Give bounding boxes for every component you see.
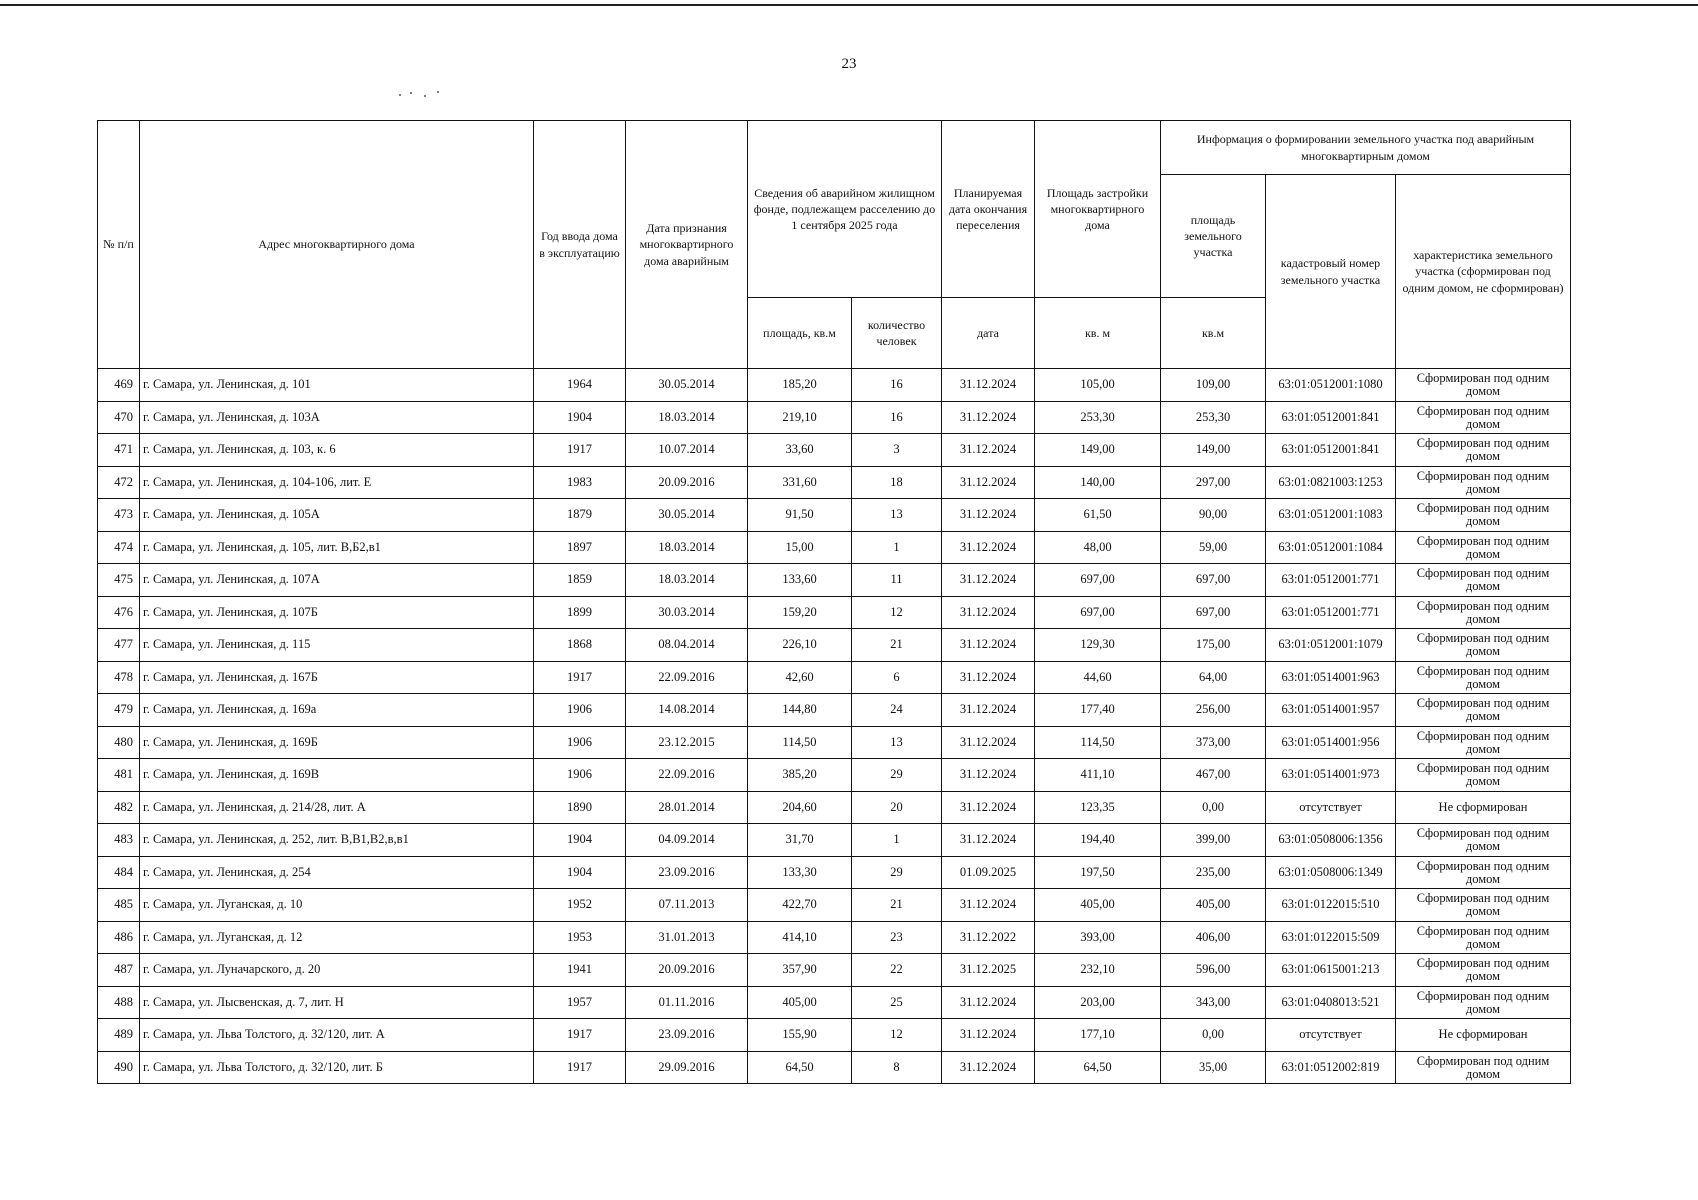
cell-year: 1859 <box>534 564 626 597</box>
cell-people: 6 <box>852 661 942 694</box>
cell-land-area: 399,00 <box>1161 824 1266 857</box>
header-planned-date: Планируемая дата окончания переселения <box>942 121 1035 298</box>
header-built-area: Площадь застройки многоквартирного дома <box>1035 121 1161 298</box>
cell-built-area: 411,10 <box>1035 759 1161 792</box>
cell-cadastral: 63:01:0512001:1084 <box>1266 531 1396 564</box>
cell-area: 155,90 <box>748 1019 852 1052</box>
table-row <box>98 531 1571 564</box>
cell-planned-date: 31.12.2024 <box>942 596 1035 629</box>
cell-area: 159,20 <box>748 596 852 629</box>
cell-built-area: 114,50 <box>1035 726 1161 759</box>
header-land-group: Информация о формировании земельного участка под аварийным многоквартирным домом <box>1161 121 1571 175</box>
table-row <box>98 1019 1571 1052</box>
cell-planned-date: 31.12.2024 <box>942 401 1035 434</box>
cell-area: 31,70 <box>748 824 852 857</box>
cell-area: 33,60 <box>748 434 852 467</box>
cell-address: г. Самара, ул. Ленинская, д. 104-106, лит. Е <box>140 466 534 499</box>
cell-land-area: 64,00 <box>1161 661 1266 694</box>
cell-built-area: 697,00 <box>1035 564 1161 597</box>
cell-land-area: 467,00 <box>1161 759 1266 792</box>
table-row <box>98 661 1571 694</box>
cell-year: 1941 <box>534 954 626 987</box>
cell-built-area: 48,00 <box>1035 531 1161 564</box>
cell-built-area: 194,40 <box>1035 824 1161 857</box>
cell-number: 490 <box>98 1051 140 1084</box>
cell-people: 20 <box>852 791 942 824</box>
cell-recognized-date: 23.09.2016 <box>626 856 748 889</box>
page-number: 23 <box>841 56 857 72</box>
cell-built-area: 177,40 <box>1035 694 1161 727</box>
header-planned-sub: дата <box>942 298 1035 369</box>
cell-land-characteristic: Не сформирован <box>1396 1019 1571 1052</box>
cell-address: г. Самара, ул. Ленинская, д. 167Б <box>140 661 534 694</box>
cell-cadastral: 63:01:0408013:521 <box>1266 986 1396 1019</box>
cell-year: 1906 <box>534 726 626 759</box>
cell-people: 24 <box>852 694 942 727</box>
cell-land-characteristic: Сформирован под одним домом <box>1396 661 1571 694</box>
cell-area: 114,50 <box>748 726 852 759</box>
cell-land-characteristic: Сформирован под одним домом <box>1396 759 1571 792</box>
table-row <box>98 499 1571 532</box>
cell-planned-date: 31.12.2024 <box>942 531 1035 564</box>
table-row <box>98 791 1571 824</box>
cell-year: 1868 <box>534 629 626 662</box>
cell-area: 422,70 <box>748 889 852 922</box>
header-land-area-sub: кв.м <box>1161 298 1266 369</box>
header-address: Адрес многоквартирного дома <box>140 121 534 369</box>
cell-cadastral: 63:01:0512002:819 <box>1266 1051 1396 1084</box>
cell-land-characteristic: Сформирован под одним домом <box>1396 531 1571 564</box>
cell-number: 482 <box>98 791 140 824</box>
cell-built-area: 203,00 <box>1035 986 1161 1019</box>
cell-address: г. Самара, ул. Ленинская, д. 169В <box>140 759 534 792</box>
cell-cadastral: 63:01:0512001:1079 <box>1266 629 1396 662</box>
cell-people: 29 <box>852 856 942 889</box>
cell-planned-date: 31.12.2024 <box>942 466 1035 499</box>
cell-number: 485 <box>98 889 140 922</box>
cell-planned-date: 31.12.2024 <box>942 1019 1035 1052</box>
cell-planned-date: 01.09.2025 <box>942 856 1035 889</box>
cell-cadastral: отсутствует <box>1266 791 1396 824</box>
cell-address: г. Самара, ул. Ленинская, д. 169Б <box>140 726 534 759</box>
cell-year: 1904 <box>534 824 626 857</box>
cell-people: 16 <box>852 369 942 402</box>
cell-planned-date: 31.12.2024 <box>942 1051 1035 1084</box>
cell-area: 414,10 <box>748 921 852 954</box>
cell-land-characteristic: Сформирован под одним домом <box>1396 694 1571 727</box>
cell-number: 472 <box>98 466 140 499</box>
cell-people: 23 <box>852 921 942 954</box>
cell-recognized-date: 04.09.2014 <box>626 824 748 857</box>
scan-speck <box>437 91 439 93</box>
cell-cadastral: 63:01:0615001:213 <box>1266 954 1396 987</box>
cell-planned-date: 31.12.2024 <box>942 564 1035 597</box>
cell-cadastral: отсутствует <box>1266 1019 1396 1052</box>
cell-number: 479 <box>98 694 140 727</box>
top-border-line <box>0 4 1698 6</box>
cell-planned-date: 31.12.2024 <box>942 661 1035 694</box>
header-people: количество человек <box>852 298 942 369</box>
table-row <box>98 564 1571 597</box>
cell-land-area: 0,00 <box>1161 1019 1266 1052</box>
cell-area: 133,60 <box>748 564 852 597</box>
cell-land-characteristic: Сформирован под одним домом <box>1396 1051 1571 1084</box>
cell-address: г. Самара, ул. Льва Толстого, д. 32/120, лит. А <box>140 1019 534 1052</box>
cell-built-area: 123,35 <box>1035 791 1161 824</box>
cell-number: 486 <box>98 921 140 954</box>
cell-people: 21 <box>852 629 942 662</box>
cell-planned-date: 31.12.2024 <box>942 824 1035 857</box>
table-row <box>98 434 1571 467</box>
cell-number: 489 <box>98 1019 140 1052</box>
cell-address: г. Самара, ул. Ленинская, д. 107А <box>140 564 534 597</box>
cell-number: 473 <box>98 499 140 532</box>
cell-people: 29 <box>852 759 942 792</box>
table-row <box>98 369 1571 402</box>
cell-recognized-date: 07.11.2013 <box>626 889 748 922</box>
table-row <box>98 759 1571 792</box>
cell-land-area: 0,00 <box>1161 791 1266 824</box>
cell-number: 474 <box>98 531 140 564</box>
cell-built-area: 140,00 <box>1035 466 1161 499</box>
cell-year: 1917 <box>534 1019 626 1052</box>
cell-recognized-date: 08.04.2014 <box>626 629 748 662</box>
cell-built-area: 149,00 <box>1035 434 1161 467</box>
cell-built-area: 393,00 <box>1035 921 1161 954</box>
cell-recognized-date: 31.01.2013 <box>626 921 748 954</box>
header-year: Год ввода дома в эксплуатацию <box>534 121 626 369</box>
cell-cadastral: 63:01:0514001:963 <box>1266 661 1396 694</box>
cell-address: г. Самара, ул. Лысвенская, д. 7, лит. Н <box>140 986 534 1019</box>
cell-address: г. Самара, ул. Луганская, д. 12 <box>140 921 534 954</box>
cell-land-area: 59,00 <box>1161 531 1266 564</box>
cell-built-area: 405,00 <box>1035 889 1161 922</box>
cell-number: 483 <box>98 824 140 857</box>
table-row <box>98 401 1571 434</box>
table-row <box>98 596 1571 629</box>
cell-land-characteristic: Сформирован под одним домом <box>1396 726 1571 759</box>
cell-year: 1953 <box>534 921 626 954</box>
cell-year: 1917 <box>534 1051 626 1084</box>
cell-year: 1957 <box>534 986 626 1019</box>
cell-cadastral: 63:01:0122015:510 <box>1266 889 1396 922</box>
cell-land-area: 373,00 <box>1161 726 1266 759</box>
cell-address: г. Самара, ул. Ленинская, д. 169а <box>140 694 534 727</box>
cell-recognized-date: 30.05.2014 <box>626 369 748 402</box>
cell-number: 477 <box>98 629 140 662</box>
header-land-area: площадь земельного участка <box>1161 175 1266 298</box>
cell-land-characteristic: Сформирован под одним домом <box>1396 596 1571 629</box>
scan-speck <box>399 94 401 96</box>
cell-year: 1897 <box>534 531 626 564</box>
cell-number: 469 <box>98 369 140 402</box>
cell-year: 1917 <box>534 661 626 694</box>
table-row <box>98 889 1571 922</box>
cell-land-characteristic: Сформирован под одним домом <box>1396 986 1571 1019</box>
cell-recognized-date: 10.07.2014 <box>626 434 748 467</box>
cell-built-area: 105,00 <box>1035 369 1161 402</box>
cell-area: 385,20 <box>748 759 852 792</box>
cell-recognized-date: 18.03.2014 <box>626 401 748 434</box>
cell-address: г. Самара, ул. Ленинская, д. 107Б <box>140 596 534 629</box>
cell-built-area: 232,10 <box>1035 954 1161 987</box>
table-row <box>98 726 1571 759</box>
cell-recognized-date: 14.08.2014 <box>626 694 748 727</box>
cell-year: 1906 <box>534 759 626 792</box>
cell-recognized-date: 29.09.2016 <box>626 1051 748 1084</box>
table-row <box>98 824 1571 857</box>
cell-cadastral: 63:01:0514001:973 <box>1266 759 1396 792</box>
cell-area: 331,60 <box>748 466 852 499</box>
header-recognized-date: Дата признания многоквартирного дома аварийным <box>626 121 748 369</box>
cell-people: 1 <box>852 531 942 564</box>
header-no: № п/п <box>98 121 140 369</box>
cell-people: 25 <box>852 986 942 1019</box>
cell-recognized-date: 23.09.2016 <box>626 1019 748 1052</box>
cell-people: 12 <box>852 596 942 629</box>
cell-year: 1879 <box>534 499 626 532</box>
cell-people: 13 <box>852 499 942 532</box>
cell-area: 219,10 <box>748 401 852 434</box>
cell-recognized-date: 20.09.2016 <box>626 466 748 499</box>
table-row <box>98 1051 1571 1084</box>
cell-land-area: 256,00 <box>1161 694 1266 727</box>
cell-land-area: 109,00 <box>1161 369 1266 402</box>
cell-land-characteristic: Сформирован под одним домом <box>1396 499 1571 532</box>
cell-cadastral: 63:01:0512001:1083 <box>1266 499 1396 532</box>
cell-recognized-date: 18.03.2014 <box>626 531 748 564</box>
cell-recognized-date: 22.09.2016 <box>626 759 748 792</box>
cell-planned-date: 31.12.2024 <box>942 986 1035 1019</box>
header-fund-group: Сведения об аварийном жилищном фонде, подлежащем расселению до 1 сентября 2025 года <box>748 121 942 298</box>
table-row <box>98 986 1571 1019</box>
cell-address: г. Самара, ул. Ленинская, д. 254 <box>140 856 534 889</box>
cell-land-area: 35,00 <box>1161 1051 1266 1084</box>
cell-recognized-date: 22.09.2016 <box>626 661 748 694</box>
cell-recognized-date: 20.09.2016 <box>626 954 748 987</box>
cell-built-area: 177,10 <box>1035 1019 1161 1052</box>
cell-recognized-date: 23.12.2015 <box>626 726 748 759</box>
cell-recognized-date: 01.11.2016 <box>626 986 748 1019</box>
cell-land-area: 406,00 <box>1161 921 1266 954</box>
header-land-characteristic: характеристика земельного участка (сформирован под одним домом, не сформирован) <box>1396 175 1571 369</box>
cell-land-characteristic: Сформирован под одним домом <box>1396 466 1571 499</box>
table-row <box>98 954 1571 987</box>
cell-planned-date: 31.12.2022 <box>942 921 1035 954</box>
cell-land-characteristic: Сформирован под одним домом <box>1396 889 1571 922</box>
cell-people: 18 <box>852 466 942 499</box>
cell-land-area: 697,00 <box>1161 596 1266 629</box>
cell-land-characteristic: Сформирован под одним домом <box>1396 954 1571 987</box>
cell-area: 42,60 <box>748 661 852 694</box>
cell-land-area: 596,00 <box>1161 954 1266 987</box>
cell-address: г. Самара, ул. Ленинская, д. 103, к. 6 <box>140 434 534 467</box>
cell-year: 1904 <box>534 401 626 434</box>
cell-year: 1899 <box>534 596 626 629</box>
cell-land-characteristic: Не сформирован <box>1396 791 1571 824</box>
cell-area: 144,80 <box>748 694 852 727</box>
cell-land-characteristic: Сформирован под одним домом <box>1396 921 1571 954</box>
cell-people: 8 <box>852 1051 942 1084</box>
cell-planned-date: 31.12.2024 <box>942 499 1035 532</box>
cell-planned-date: 31.12.2024 <box>942 889 1035 922</box>
cell-address: г. Самара, ул. Ленинская, д. 252, лит. В,В1,В2,в,в1 <box>140 824 534 857</box>
cell-area: 405,00 <box>748 986 852 1019</box>
cell-people: 1 <box>852 824 942 857</box>
cell-area: 226,10 <box>748 629 852 662</box>
cell-planned-date: 31.12.2025 <box>942 954 1035 987</box>
cell-year: 1964 <box>534 369 626 402</box>
cell-people: 3 <box>852 434 942 467</box>
cell-cadastral: 63:01:0508006:1356 <box>1266 824 1396 857</box>
cell-recognized-date: 30.03.2014 <box>626 596 748 629</box>
cell-address: г. Самара, ул. Ленинская, д. 214/28, лит. А <box>140 791 534 824</box>
cell-address: г. Самара, ул. Луначарского, д. 20 <box>140 954 534 987</box>
cell-land-area: 175,00 <box>1161 629 1266 662</box>
cell-people: 21 <box>852 889 942 922</box>
cell-number: 471 <box>98 434 140 467</box>
cell-year: 1890 <box>534 791 626 824</box>
cell-land-area: 697,00 <box>1161 564 1266 597</box>
cell-land-characteristic: Сформирован под одним домом <box>1396 369 1571 402</box>
cell-recognized-date: 28.01.2014 <box>626 791 748 824</box>
cell-number: 480 <box>98 726 140 759</box>
scan-speck <box>410 92 412 94</box>
cell-people: 11 <box>852 564 942 597</box>
cell-area: 15,00 <box>748 531 852 564</box>
cell-land-area: 235,00 <box>1161 856 1266 889</box>
table-row <box>98 856 1571 889</box>
cell-people: 13 <box>852 726 942 759</box>
cell-cadastral: 63:01:0514001:956 <box>1266 726 1396 759</box>
cell-land-area: 253,30 <box>1161 401 1266 434</box>
cell-planned-date: 31.12.2024 <box>942 726 1035 759</box>
cell-built-area: 697,00 <box>1035 596 1161 629</box>
cell-area: 204,60 <box>748 791 852 824</box>
cell-land-area: 405,00 <box>1161 889 1266 922</box>
cell-land-area: 90,00 <box>1161 499 1266 532</box>
cell-number: 470 <box>98 401 140 434</box>
cell-recognized-date: 30.05.2014 <box>626 499 748 532</box>
cell-number: 488 <box>98 986 140 1019</box>
cell-planned-date: 31.12.2024 <box>942 369 1035 402</box>
cell-number: 475 <box>98 564 140 597</box>
cell-cadastral: 63:01:0512001:841 <box>1266 434 1396 467</box>
cell-planned-date: 31.12.2024 <box>942 434 1035 467</box>
cell-cadastral: 63:01:0508006:1349 <box>1266 856 1396 889</box>
cell-address: г. Самара, ул. Ленинская, д. 103А <box>140 401 534 434</box>
cell-address: г. Самара, ул. Ленинская, д. 105, лит. В,Б2,в1 <box>140 531 534 564</box>
cell-cadastral: 63:01:0821003:1253 <box>1266 466 1396 499</box>
cell-address: г. Самара, ул. Ленинская, д. 115 <box>140 629 534 662</box>
cell-land-characteristic: Сформирован под одним домом <box>1396 856 1571 889</box>
cell-land-characteristic: Сформирован под одним домом <box>1396 401 1571 434</box>
cell-cadastral: 63:01:0512001:771 <box>1266 564 1396 597</box>
cell-recognized-date: 18.03.2014 <box>626 564 748 597</box>
cell-cadastral: 63:01:0512001:841 <box>1266 401 1396 434</box>
cell-land-characteristic: Сформирован под одним домом <box>1396 564 1571 597</box>
cell-land-characteristic: Сформирован под одним домом <box>1396 434 1571 467</box>
cell-built-area: 44,60 <box>1035 661 1161 694</box>
cell-land-characteristic: Сформирован под одним домом <box>1396 629 1571 662</box>
cell-cadastral: 63:01:0512001:1080 <box>1266 369 1396 402</box>
cell-land-area: 297,00 <box>1161 466 1266 499</box>
cell-built-area: 61,50 <box>1035 499 1161 532</box>
header-area: площадь, кв.м <box>748 298 852 369</box>
cell-land-characteristic: Сформирован под одним домом <box>1396 824 1571 857</box>
cell-address: г. Самара, ул. Ленинская, д. 101 <box>140 369 534 402</box>
cell-year: 1904 <box>534 856 626 889</box>
cell-people: 22 <box>852 954 942 987</box>
cell-planned-date: 31.12.2024 <box>942 694 1035 727</box>
cell-year: 1983 <box>534 466 626 499</box>
cell-planned-date: 31.12.2024 <box>942 629 1035 662</box>
cell-cadastral: 63:01:0512001:771 <box>1266 596 1396 629</box>
cell-year: 1952 <box>534 889 626 922</box>
header-built-area-sub: кв. м <box>1035 298 1161 369</box>
cell-land-area: 343,00 <box>1161 986 1266 1019</box>
cell-address: г. Самара, ул. Луганская, д. 10 <box>140 889 534 922</box>
cell-built-area: 64,50 <box>1035 1051 1161 1084</box>
cell-built-area: 197,50 <box>1035 856 1161 889</box>
cell-number: 484 <box>98 856 140 889</box>
table-row <box>98 466 1571 499</box>
cell-number: 481 <box>98 759 140 792</box>
cell-number: 478 <box>98 661 140 694</box>
cell-people: 12 <box>852 1019 942 1052</box>
emergency-housing-table <box>97 120 1571 1084</box>
cell-number: 476 <box>98 596 140 629</box>
cell-area: 357,90 <box>748 954 852 987</box>
scan-speck <box>424 95 426 97</box>
cell-cadastral: 63:01:0514001:957 <box>1266 694 1396 727</box>
cell-area: 64,50 <box>748 1051 852 1084</box>
table-row <box>98 694 1571 727</box>
header-cadastral: кадастровый номер земельного участка <box>1266 175 1396 369</box>
cell-area: 185,20 <box>748 369 852 402</box>
cell-land-area: 149,00 <box>1161 434 1266 467</box>
cell-number: 487 <box>98 954 140 987</box>
cell-year: 1906 <box>534 694 626 727</box>
cell-year: 1917 <box>534 434 626 467</box>
cell-built-area: 129,30 <box>1035 629 1161 662</box>
cell-built-area: 253,30 <box>1035 401 1161 434</box>
table-row <box>98 629 1571 662</box>
table-row <box>98 921 1571 954</box>
cell-address: г. Самара, ул. Льва Толстого, д. 32/120, лит. Б <box>140 1051 534 1084</box>
cell-people: 16 <box>852 401 942 434</box>
cell-address: г. Самара, ул. Ленинская, д. 105А <box>140 499 534 532</box>
cell-planned-date: 31.12.2024 <box>942 791 1035 824</box>
cell-cadastral: 63:01:0122015:509 <box>1266 921 1396 954</box>
cell-area: 91,50 <box>748 499 852 532</box>
cell-planned-date: 31.12.2024 <box>942 759 1035 792</box>
cell-area: 133,30 <box>748 856 852 889</box>
